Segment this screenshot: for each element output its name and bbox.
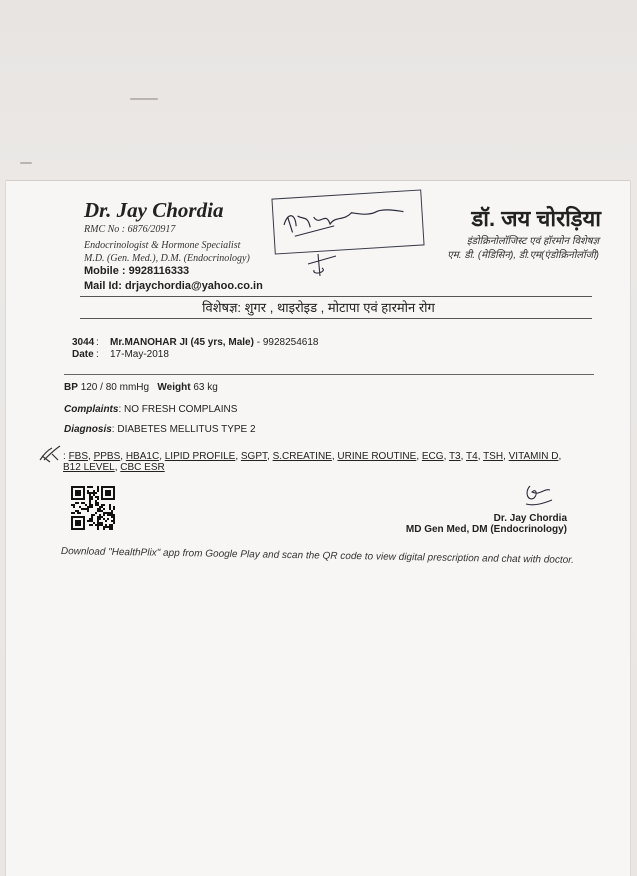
diagnosis-label: Diagnosis [64,424,112,435]
handwritten-mark [300,250,346,280]
handwriting-scribble [272,191,423,254]
test-item: LIPID PROFILE [164,451,236,462]
test-item: FBS [68,451,89,462]
colon: : [96,337,99,348]
footer-note: Download "HealthPlix" app from Google Play and scan the QR code to view digital prescription and chat with doctor. [60,546,575,566]
test-item: T3 [448,451,461,462]
test-item: VITAMIN D [508,451,559,462]
divider-top [80,296,592,297]
date-label: Date [72,349,94,360]
scan-speck [20,162,32,164]
doctor-signature [520,482,556,512]
qr-code[interactable] [71,486,115,530]
mobile-number: Mobile : 9928116333 [84,265,190,277]
colon: : [96,349,99,360]
doctor-name: Dr. Jay Chordia [84,198,224,222]
bp-value: 120 / 80 mmHg [80,382,150,393]
special-areas-hindi: विशेषज्ञ: शुगर , थाइरोइड , मोटापा एवं हारमोन रोग [202,300,435,315]
complaints-label: Complaints [64,404,119,415]
test-item: HBA1C [125,451,160,462]
diagnosis-value: : DIABETES MELLITUS TYPE 2 [111,424,256,435]
specialty-hindi: इंडोक्रिनोलॉजिस्ट एवं हॉरमोन विशेषज्ञ [466,236,599,247]
signature-name: Dr. Jay Chordia [493,513,567,524]
specialty: Endocrinologist & Hormone Specialist [84,240,241,251]
complaints-value: : NO FRESH COMPLAINS [118,404,238,415]
test-item: ECG [421,451,444,462]
test-item: CBC ESR [120,462,165,473]
tests-list: : FBS, PPBS, HBA1C, LIPID PROFILE, SGPT, S.CREATINE, URINE ROUTINE, ECG, T3, T4, TSH, VITAMIN D, B12 LEVEL, CBC ESR [63,451,562,473]
date-line [72,349,169,360]
patient-phone: - 9928254618 [253,337,319,348]
divider-bottom [80,318,592,319]
rmc-number: RMC No : 6876/20917 [84,224,176,235]
degrees-hindi: एम. डी. (मेडिसिन), डी.एम(एंडोक्रिनोलॉजी) [447,250,599,261]
patient-name: Mr.MANOHAR JI (45 yrs, Male) [110,337,254,348]
scan-speck [130,98,158,100]
test-item: PPBS [93,451,121,462]
weight-value: 63 kg [193,382,218,393]
diagnosis-line [64,424,256,435]
test-item: URINE ROUTINE [337,451,417,462]
test-item: TSH [483,451,504,462]
email: Mail Id: drjaychordia@yahoo.co.in [84,280,263,292]
rx-symbol-icon [38,444,64,464]
vitals-line [64,382,218,393]
doctor-name-hindi: डॉ. जय चोरड़िया [471,206,601,231]
bp-label: BP [64,382,78,393]
test-item: T4 [466,451,478,462]
divider-patient [64,374,594,375]
test-item: B12 LEVEL [63,462,115,473]
weight-label: Weight [157,382,191,393]
patient-line [72,337,318,348]
test-item: S.CREATINE [272,451,332,462]
patient-id: 3044 [72,337,95,348]
degrees: M.D. (Gen. Med.), D.M. (Endocrinology) [84,253,250,264]
signature-degrees: MD Gen Med, DM (Endocrinology) [405,524,567,535]
complaints-line [64,404,237,415]
test-item: SGPT [240,451,268,462]
handwritten-stamp [271,189,424,254]
visit-date: 17-May-2018 [110,349,169,360]
